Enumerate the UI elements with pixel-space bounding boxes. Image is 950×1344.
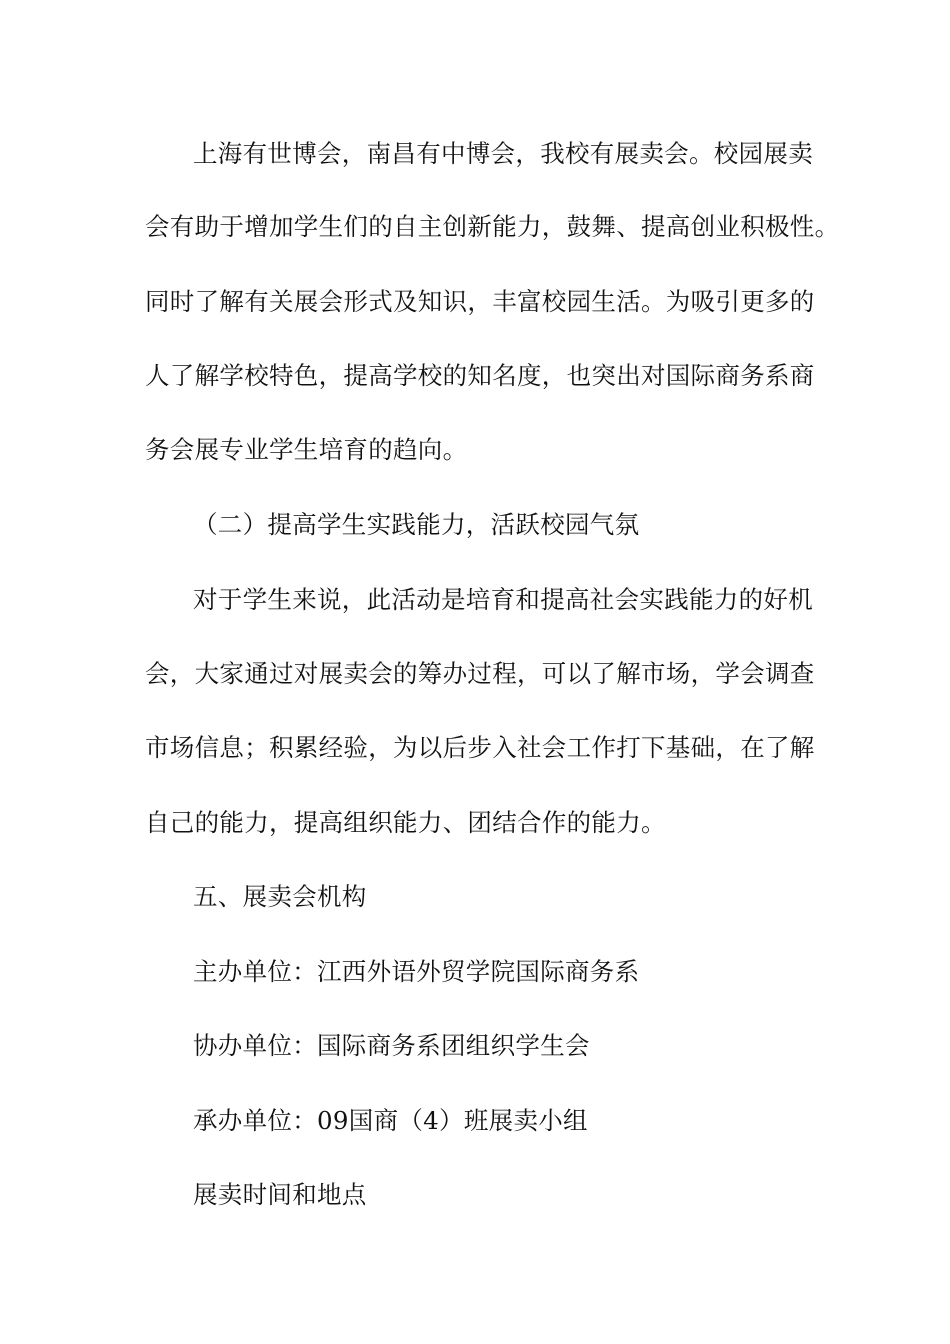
organizer-line: 主办单位：江西外语外贸学院国际商务系 (193, 957, 640, 986)
paragraph-2-line-1: 对于学生来说，此活动是培育和提高社会实践能力的好机 (193, 585, 813, 614)
paragraph-1-line-4: 人了解学校特色，提高学校的知名度，也突出对国际商务系商 (145, 361, 815, 390)
paragraph-1-line-2: 会有助于增加学生们的自主创新能力，鼓舞、提高创业积极性。 (145, 212, 840, 241)
subheading-2: （二）提高学生实践能力，活跃校园气氛 (193, 510, 640, 539)
section-5-heading: 五、展卖会机构 (193, 882, 367, 911)
co-organizer-line: 协办单位：国际商务系团组织学生会 (193, 1031, 590, 1060)
paragraph-1-line-3: 同时了解有关展会形式及知识，丰富校园生活。为吸引更多的 (145, 287, 815, 316)
paragraph-1-line-1: 上海有世博会，南昌有中博会，我校有展卖会。校园展卖 (193, 139, 813, 168)
paragraph-1-line-5: 务会展专业学生培育的趋向。 (145, 435, 468, 464)
paragraph-2-line-3: 市场信息；积累经验，为以后步入社会工作打下基础，在了解 (145, 733, 815, 762)
time-place-heading: 展卖时间和地点 (193, 1180, 367, 1209)
paragraph-2-line-2: 会，大家通过对展卖会的筹办过程，可以了解市场，学会调查 (145, 659, 815, 688)
paragraph-2-line-4: 自己的能力，提高组织能力、团结合作的能力。 (145, 808, 666, 837)
undertaker-line: 承办单位：09国商（4）班展卖小组 (193, 1106, 588, 1135)
